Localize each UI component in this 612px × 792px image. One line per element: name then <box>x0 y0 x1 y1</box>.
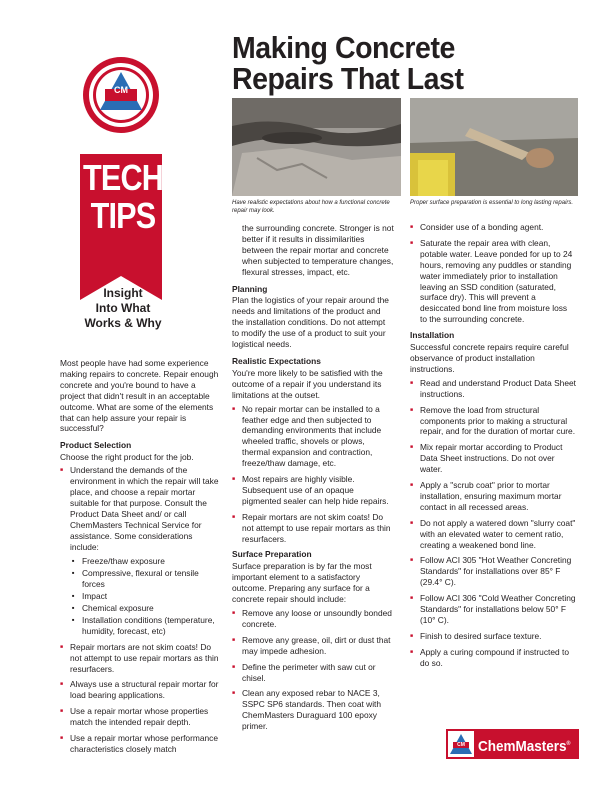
considerations-list <box>72 556 220 636</box>
expectations-list <box>232 404 394 545</box>
page-title: Making Concrete Repairs That Last <box>232 30 464 96</box>
tagline: Insight Into What Works & Why <box>84 286 162 330</box>
logo-name: ChemMasters® <box>478 738 571 755</box>
list-item: ■ Most repairs are highly visible. Subsequent use of an opaque pigmented sealer can help hide repairs. <box>232 474 394 507</box>
tech-label: TECH <box>83 157 163 198</box>
list-item: ■ Follow ACI 305 "Hot Weather Concreting Standards" for installations over 85° F (29.4° C). <box>410 555 576 588</box>
column-2 <box>232 223 394 737</box>
column-3 <box>410 222 576 674</box>
intro-paragraph: Most people have had some experience making repairs to concrete. Repair enough concrete and you're bound to have a project that didn't result in an acceptable outcome. What are some of the elements that can help assure your repair is successful? <box>60 358 219 434</box>
tips-label: TIPS <box>90 195 156 236</box>
list-item: ■ Compressive, flexural or tensile forces <box>72 568 220 590</box>
column-1 <box>60 358 220 760</box>
surface-prep-photo <box>410 98 578 196</box>
list-item: ■ Finish to desired surface texture. <box>410 631 576 642</box>
list-item: ■ Chemical exposure <box>72 603 220 614</box>
photo-caption-2: Proper surface preparation is essential to long lasting repairs. <box>410 200 574 206</box>
list-item: ■ Apply a "scrub coat" prior to mortar installation, ensuring maximum mortar contact in all recessed areas. <box>410 480 576 513</box>
list-item: ■ Repair mortars are not skim coats! Do not attempt to use repair mortars as thin resurfacers. <box>60 642 220 675</box>
list-item: ■ Always use a structural repair mortar for load bearing applications. <box>60 679 220 701</box>
selection-paragraph: Choose the right product for the job. <box>60 452 194 463</box>
broken-concrete-photo <box>232 98 401 196</box>
installation-paragraph: Successful concrete repairs require careful observance of product installation instructions. <box>410 342 569 374</box>
expectations-paragraph: You're more likely to be satisfied with the outcome of a repair if you understand its limitations at the outset. <box>232 367 383 400</box>
heading-surface-preparation: Surface Preparation <box>232 549 312 560</box>
list-item: ■ Consider use of a bonding agent. <box>410 222 576 233</box>
list-item: ■ Installation conditions (temperature, humidity, forecast, etc) <box>72 615 220 637</box>
list-item: ■ Remove any grease, oil, dirt or dust that may impede adhesion. <box>232 635 394 657</box>
chemmasters-logo <box>446 729 579 759</box>
list-item: ■ Define the perimeter with saw cut or chisel. <box>232 662 394 684</box>
list-item: ■ Do not apply a watered down "slurry coat" with an elevated water to cement ratio, creating a weakened bond line. <box>410 518 576 551</box>
badge-logo-text: CM <box>114 85 128 95</box>
logo-mark-text: CM <box>457 742 465 748</box>
heading-installation: Installation <box>410 330 455 341</box>
selection-list <box>60 465 220 755</box>
continued-paragraph: the surrounding concrete. Stronger is not better if it results in dissimilarities between the repair mortar and concrete when subjected to temperature changes, flexural stresses, impact, etc. <box>242 223 394 277</box>
installation-list <box>410 378 576 669</box>
heading-product-selection: Product Selection <box>60 440 132 451</box>
list-item: ■ Mix repair mortar according to Product Data Sheet instructions. Do not over water. <box>410 442 576 475</box>
list-item: ■ Impact <box>72 591 220 602</box>
list-item: ■ Repair mortars are not skim coats! Do not attempt to use repair mortars as thin resurfacers. <box>232 512 394 545</box>
photo-caption-1: Have realistic expectations about how a functional concrete repair may look. <box>232 200 390 214</box>
heading-planning: Planning <box>232 283 268 294</box>
list-item: ■ No repair mortar can be installed to a feather edge and then subjected to demanding environments that include wheeled traffic, shovels or plows, thermal expansion and contraction, freeze/thaw damage, etc. <box>232 404 394 469</box>
list-item: ■ Read and understand Product Data Sheet instructions. <box>410 378 576 400</box>
list-item: ■ Follow ACI 306 "Cold Weather Concreting Standards" for installations below 50° F (10° C). <box>410 593 576 626</box>
planning-paragraph: Plan the logistics of your repair around the needs and limitations of the product and the installation conditions. Do not attempt to modify the use of a product to suit your logistical needs. <box>232 295 389 350</box>
list-item: ■ Freeze/thaw exposure <box>72 556 220 567</box>
list-item: ■ Understand the demands of the environment in which the repair will take place, and choose a repair mortar suitable for that purpose. Consult the Product Data Sheet and/ or call ChemMasters Technical Service for assistance. Some considerations include: ■ Freeze/thaw exposure ■ Compressive, flexural or tensile forces ■ Impact ■ Chemical exposure ■ Installation conditions (temperature, humidity, forecast, etc) <box>60 465 220 637</box>
list-item: ■ Saturate the repair area with clean, potable water. Leave ponded for up to 24 hours, removing any puddles or standing water immediately prior to installation leaving an SSD condition (saturated, surface dry). This will prevent a desiccated bond line from moisture loss to the surrounding concrete. <box>410 238 576 325</box>
preparation-list-continued <box>410 222 576 325</box>
list-item: ■ Apply a curing compound if instructed to do so. <box>410 647 576 669</box>
preparation-list <box>232 608 394 732</box>
list-item: ■ Use a repair mortar whose performance characteristics closely match <box>60 733 220 755</box>
list-item: ■ Remove any loose or unsoundly bonded concrete. <box>232 608 394 630</box>
list-item: ■ Clean any exposed rebar to NACE 3, SSPC SP6 standards. Then coat with ChemMasters Duraguard 100 epoxy primer. <box>232 688 394 732</box>
list-item: ■ Remove the load from structural components prior to making a structural repair, and for the duration of mortar cure. <box>410 405 576 438</box>
heading-realistic-expectations: Realistic Expectations <box>232 355 321 366</box>
list-item: ■ Use a repair mortar whose properties match the intended repair depth. <box>60 706 220 728</box>
preparation-paragraph: Surface preparation is by far the most important element to a satisfactory outcome. Preparing any surface for a concrete repair should include: <box>232 561 372 605</box>
